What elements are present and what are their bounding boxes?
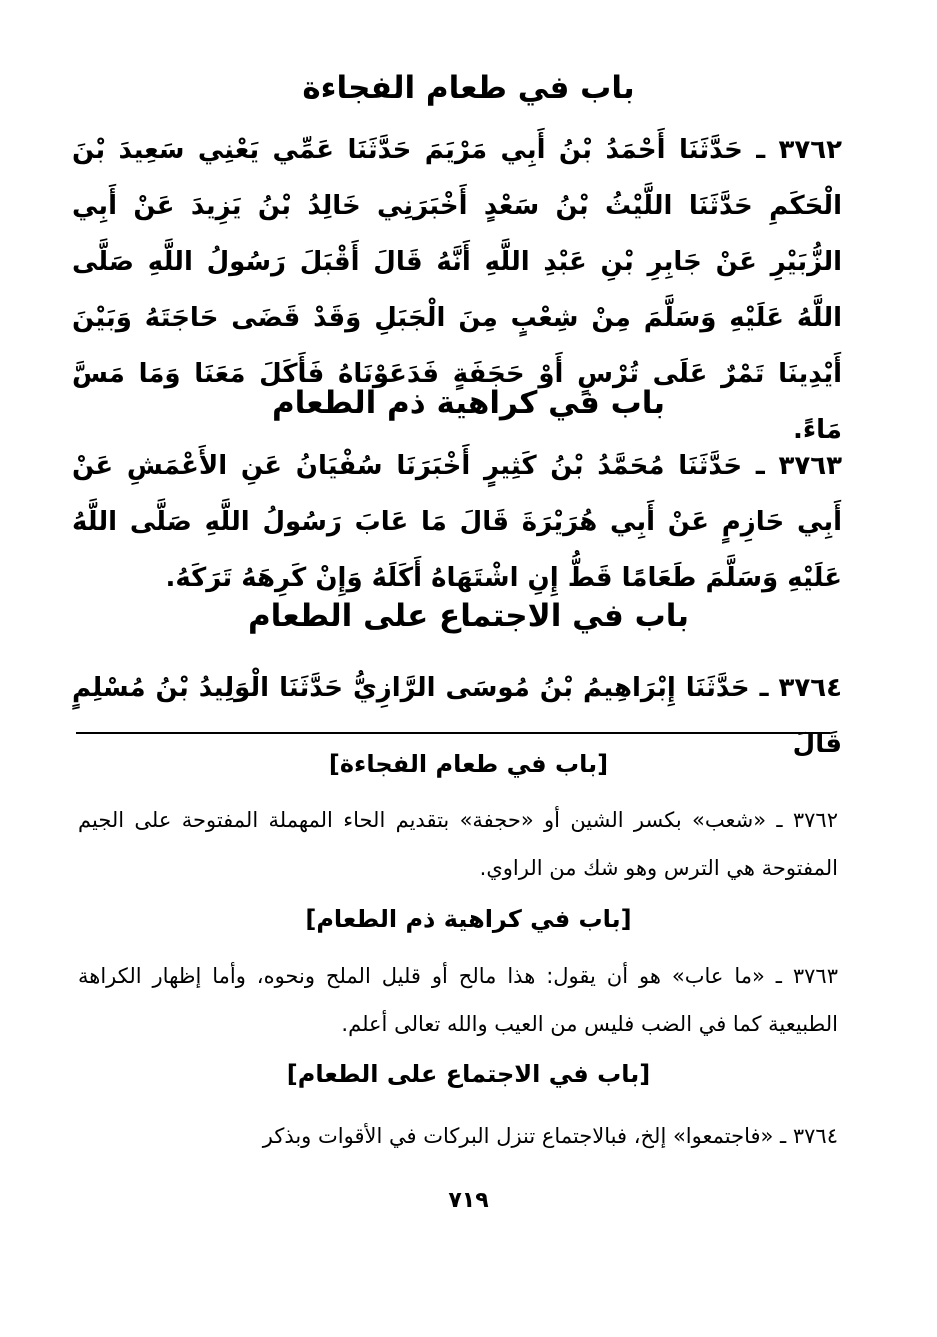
- page-number: ٧١٩: [448, 1188, 489, 1213]
- section-heading-gathering-for-food: باب في الاجتماع على الطعام: [247, 598, 690, 634]
- section-heading-sudden-food: باب في طعام الفجاءة: [302, 70, 635, 106]
- note-3764-text: ٣٧٦٤ ـ «فاجتمعوا» إلخ، فبالاجتماع تنزل البركات في الأقوات وبذكر: [262, 1124, 838, 1148]
- section-heading-disliking-food-criticism: باب في كراهية ذم الطعام: [271, 385, 666, 421]
- note-heading-gathering-for-food: [باب في الاجتماع على الطعام]: [286, 1060, 651, 1088]
- note-3762-text: ٣٧٦٢ ـ «شعب» بكسر الشين أو «حجفة» بتقديم الحاء المهملة المفتوحة على الجيم المفتوحة هي الترس وهو شك من الراوي.: [78, 808, 838, 880]
- hadith-3763-text: ٣٧٦٣ ـ حَدَّثَنَا مُحَمَّدُ بْنُ كَثِيرٍ أَخْبَرَنَا سُفْيَانُ عَنِ الأَعْمَشِ عَنْ أَبِي حَازِمٍ عَنْ أَبِي هُرَيْرَةَ قَالَ مَا عَابَ رَسُولُ اللَّهِ صَلَّى اللَّهُ عَلَيْهِ وَسَلَّمَ طَعَامًا قَطُّ إِنِ اشْتَهَاهُ أَكَلَهُ وَإِنْ كَرِهَهُ تَرَكَهُ.: [72, 451, 842, 593]
- note-3763-text: ٣٧٦٣ ـ «ما عاب» هو أن يقول: هذا مالح أو قليل الملح ونحوه، وأما إظهار الكراهة الطبيعية كما في الضب فليس من العيب والله تعالى أعلم.: [78, 964, 838, 1036]
- hadith-3762-text: ٣٧٦٢ ـ حَدَّثَنَا أَحْمَدُ بْنُ أَبِي مَرْيَمَ حَدَّثَنَا عَمِّي يَعْنِي سَعِيدَ بْنَ الْحَكَمِ حَدَّثَنَا اللَّيْثُ بْنُ سَعْدٍ أَخْبَرَنِي خَالِدُ بْنُ يَزِيدَ عَنْ أَبِي الزُّبَيْرِ عَنْ جَابِرِ بْنِ عَبْدِ اللَّهِ أَنَّهُ قَالَ أَقْبَلَ رَسُولُ اللَّهِ صَلَّى اللَّهُ عَلَيْهِ وَسَلَّمَ مِنْ شِعْبٍ مِنَ الْجَبَلِ وَقَدْ قَضَى حَاجَتَهُ وَبَيْنَ أَيْدِينَا تَمْرٌ عَلَى تُرْسٍ أَوْ حَجَفَةٍ فَدَعَوْنَاهُ فَأَكَلَ مَعَنَا وَمَا مَسَّ مَاءً.: [72, 135, 842, 445]
- note-heading-sudden-food: [باب في طعام الفجاءة]: [328, 750, 609, 778]
- note-heading-disliking-food-criticism: [باب في كراهية ذم الطعام]: [305, 905, 632, 933]
- hadith-3764-text: ٣٧٦٤ ـ حَدَّثَنَا إِبْرَاهِيمُ بْنُ مُوسَى الرَّازِيُّ حَدَّثَنَا الْوَلِيدُ بْنُ مُسْلِمٍ قَالَ: [72, 673, 842, 759]
- footnote-separator: [76, 732, 830, 734]
